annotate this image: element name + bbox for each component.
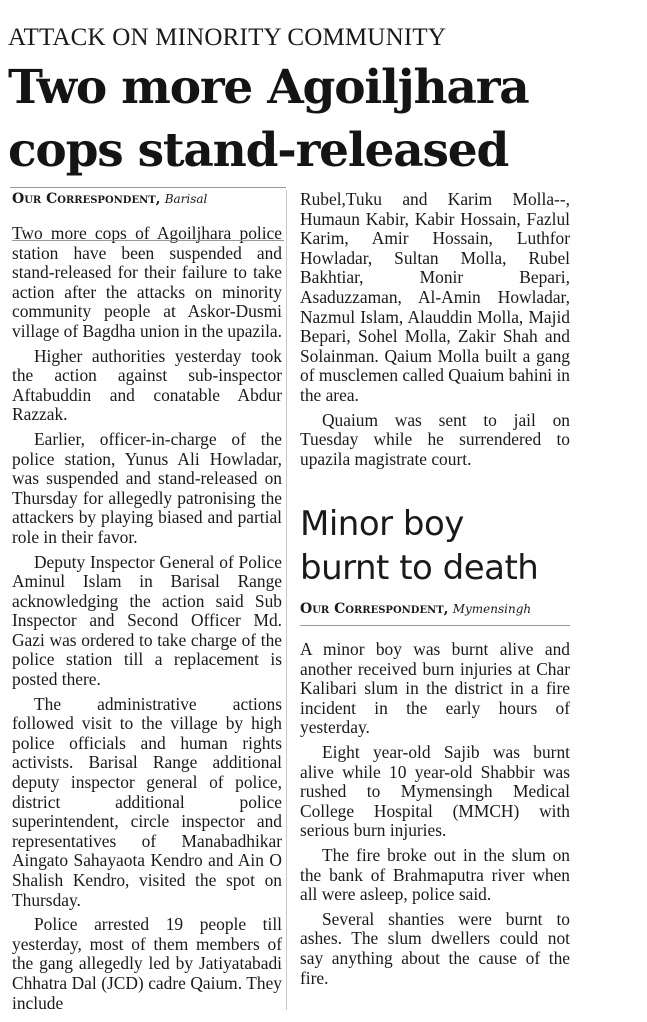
second-byline-name: Our Correspondent, — [300, 601, 449, 617]
second-byline-place: Mymensingh — [452, 602, 532, 616]
paragraph: Higher authorities yesterday took the action against sub-inspector Aftabuddin and conatable Abdur Razzak. — [12, 345, 282, 425]
article-continuation-column — [300, 190, 570, 474]
second-article-body — [300, 600, 570, 993]
paragraph: Deputy Inspector General of Police Aminul Islam in Barisal Range acknowledging the action said Sub Inspector and Second Officer Md. Gazi was ordered to take charge of the police station till a replacement is posted there. — [12, 551, 282, 690]
paragraph: Eight year-old Sajib was burnt alive while 10 year-old Shabbir was rushed to Mymensingh Medical College Hospital (MMCH) with serious burn injuries. — [300, 741, 570, 841]
headline-rule — [10, 187, 286, 188]
byline-place: Barisal — [164, 192, 208, 206]
section-kicker: ATTACK ON MINORITY COMMUNITY — [8, 24, 447, 51]
article-body-column-1 — [12, 190, 282, 1018]
second-headline-line-1: Minor boy — [300, 504, 464, 544]
paragraph: The administrative actions followed visit to the village by high police officials and human rights activists. Barisal Range additional deputy inspector general of police, district additional police superintendent, circle inspector and representatives of Manabadhikar Aingato Sahayaota Kendro and Ain O Shalish Kendro, visited the spot on Thursday. — [12, 693, 282, 910]
article-headline — [8, 56, 608, 182]
headline-line-1: Two more Agoiljhara — [8, 60, 529, 115]
paragraph: Rubel,Tuku and Karim Molla--, Humaun Kabir, Kabir Hossain, Fazlul Karim, Amir Hossain, Luthfor Howladar, Sultan Molla, Rubel Bakhtiar, Monir Bepari, Asaduzzaman, Al-Amin Howladar, Nazmul Islam, Alauddin Molla, Majid Bepari, Sohel Molla, Zakir Shah and Solainman. Qaium Molla built a gang of musclemen called Quaium bahini in the area. — [300, 189, 570, 405]
byline-rule — [12, 240, 284, 241]
second-headline-line-2: burnt to death — [300, 548, 539, 588]
second-article-headline — [300, 502, 570, 590]
paragraph: Quaium was sent to jail on Tuesday while he surrendered to upazila magistrate court. — [300, 409, 570, 469]
column-divider — [286, 190, 287, 1010]
paragraph: Earlier, officer-in-charge of the police station, Yunus Ali Howladar, was suspended and stand-released on Thursday for allegedly patronising the attackers by playing biased and partial role in their favor. — [12, 428, 282, 547]
byline-name: Our Correspondent, — [12, 191, 161, 207]
headline-line-2: cops stand-released — [8, 123, 509, 178]
second-byline — [300, 600, 570, 619]
paragraph: Several shanties were burnt to ashes. The slum dwellers could not say anything about the cause of the fire. — [300, 908, 570, 988]
paragraph: A minor boy was burnt alive and another received burn injuries at Char Kalibari slum in the district in a fire incident in the early hours of yesterday. — [300, 639, 570, 738]
byline — [12, 190, 282, 209]
second-byline-rule — [300, 625, 570, 626]
paragraph: The fire broke out in the slum on the bank of Brahmaputra river when all were asleep, police said. — [300, 844, 570, 905]
paragraph: Police arrested 19 people till yesterday, most of them members of the gang allegedly led by Jatiyatabadi Chhatra Dal (JCD) cadre Qaium. They include — [12, 914, 282, 1013]
paragraph: Two more cops of Agoiljhara police station have been suspended and stand-released for their failure to take action after the attacks on minority community people at Askor-Dusmi village of Bagdha union in the upazila. — [12, 223, 282, 341]
